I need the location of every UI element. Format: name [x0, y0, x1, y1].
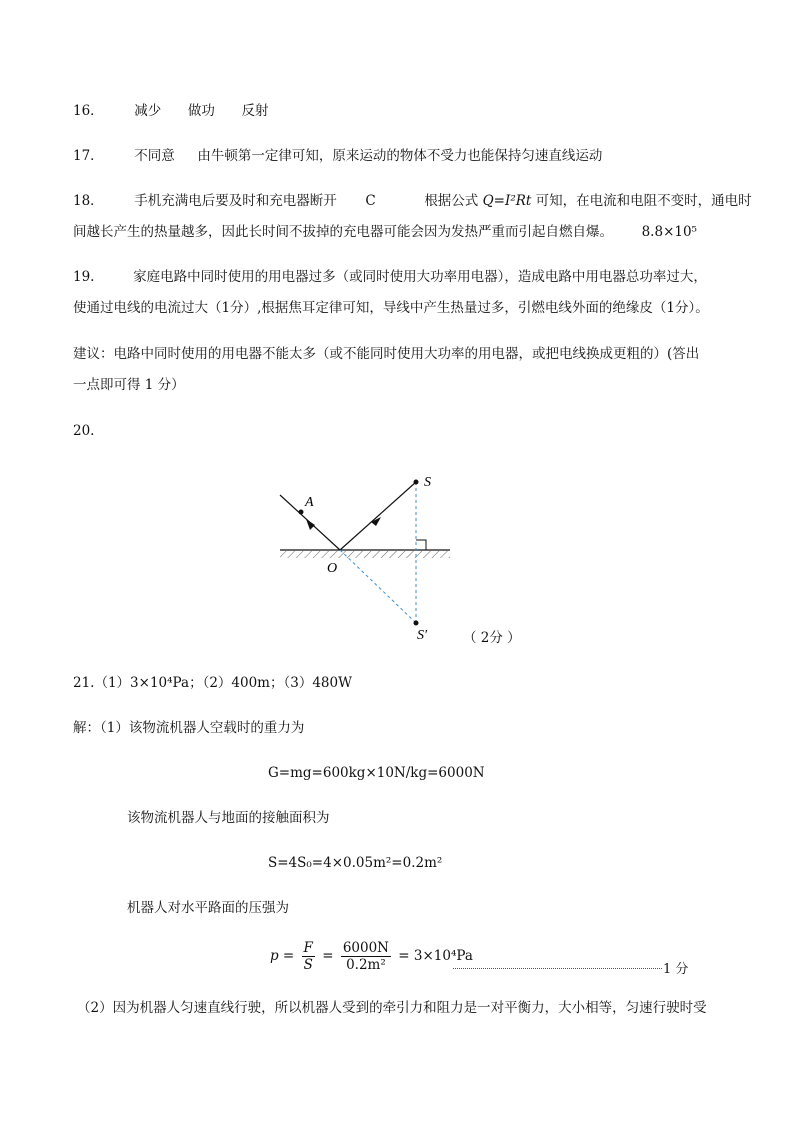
q18-answer-4: 8.8×10⁵ — [641, 224, 697, 240]
label-A: A — [305, 495, 314, 510]
q20-score: （ 2分 ） — [463, 630, 521, 646]
point-A — [299, 510, 304, 515]
q18-line-2 — [73, 222, 697, 242]
frac-F-over-S — [302, 940, 315, 973]
q18-answer-3-pre: 根据公式 — [424, 193, 479, 209]
q21-text-area: 该物流机器人与地面的接触面积为 — [127, 810, 330, 826]
incident-ray — [340, 482, 416, 550]
q18-answer-1: 手机充满电后要及时和充电器断开 — [134, 193, 337, 209]
frac-values — [341, 940, 391, 973]
frac-area: 0.2m² — [346, 957, 386, 973]
q18-answer-3-cont: 间越长产生的热量越多，因此长时间不拔掉的充电器可能会因为发热严重而引起自燃自爆。 — [73, 224, 613, 240]
q19-text-1: 家庭电路中同时使用的用电器过多（或同时使用大功率用电器），造成电路中用电器总功率过大， — [133, 269, 707, 285]
q21-score-1: 1 分 — [663, 962, 689, 977]
q19-line-1 — [73, 267, 707, 287]
q20-number: 20. — [73, 423, 95, 439]
label-S-prime: S′ — [417, 628, 428, 643]
q16-answer-1: 减少 — [134, 103, 162, 119]
q17-answer-2: 由牛顿第一定律可知，原来运动的物体不受力也能保持匀速直线运动 — [197, 148, 603, 164]
eq-result: = 3×10⁴Pa — [398, 948, 473, 964]
q18-answer-3-post: 可知，在电流和电阻不变时，通电时 — [535, 193, 752, 209]
score-leader-dots — [453, 958, 662, 969]
q16-number: 16． — [73, 103, 104, 119]
q17-answer-1: 不同意 — [134, 148, 175, 164]
q16-line — [73, 101, 268, 121]
q17-line — [73, 146, 602, 166]
q18-answer-2: C — [365, 193, 376, 209]
q19-text-2: 使通过电线的电流过大（1分）,根据焦耳定律可知，导线中产生热量过多，引燃电线外面的绝缘皮（1分）。 — [73, 300, 709, 316]
q19-advice-text-1: 建议：电路中同时使用的用电器不能太多（或不能同时使用大功率的用电器，或把电线换成更粗的）(答出 — [73, 346, 700, 362]
q18-line-1 — [73, 191, 752, 211]
q16-answer-2: 做功 — [187, 103, 215, 119]
eq-p: p = — [270, 948, 295, 964]
q18-formula: Q=I²Rt — [482, 193, 532, 209]
q21-eq-area: S=4S₀=4×0.05m²=0.2m² — [268, 855, 443, 871]
q21-solution-title: 解：（1）该物流机器人空载时的重力为 — [73, 720, 305, 736]
q16-answer-3: 反射 — [241, 103, 269, 119]
point-S-prime — [414, 621, 419, 626]
q19-advice-text-2: 一点即可得 1 分） — [73, 377, 185, 393]
frac-6000N: 6000N — [342, 940, 389, 956]
point-S — [414, 480, 419, 485]
q18-number: 18． — [73, 193, 104, 209]
q21-part2: （2）因为机器人匀速直线行驶，所以机器人受到的牵引力和阻力是一对平衡力，大小相等，匀速行驶时受 — [77, 1000, 707, 1016]
label-O: O — [327, 561, 338, 576]
dashed-image-ray — [340, 550, 416, 623]
label-S: S — [424, 475, 431, 490]
q17-number: 17． — [73, 148, 104, 164]
frac-F: F — [303, 940, 313, 956]
q21-eq-pressure: p = $\frac{F}{S}$ = $\frac{6000N}{\text{0.2m²}}$ = 3×10⁴Pa — [270, 940, 473, 973]
q21-eq-gravity: G=mg=600kg×10N/kg=6000N — [268, 765, 485, 781]
reflected-arrow — [306, 519, 315, 530]
q19-line-2 — [73, 298, 709, 318]
q20-reflection-diagram — [270, 465, 470, 650]
q19-number: 19. — [73, 269, 95, 285]
q19-advice-1 — [73, 344, 699, 364]
q19-advice-2 — [73, 375, 185, 395]
frac-S: S — [303, 957, 313, 973]
q21-summary: 21.（1）3×10⁴Pa；（2）400m；（3）480W — [73, 675, 352, 691]
q21-text-pressure: 机器人对水平路面的压强为 — [127, 900, 289, 916]
mirror-hatch — [280, 551, 450, 558]
right-angle-mark — [416, 540, 426, 550]
